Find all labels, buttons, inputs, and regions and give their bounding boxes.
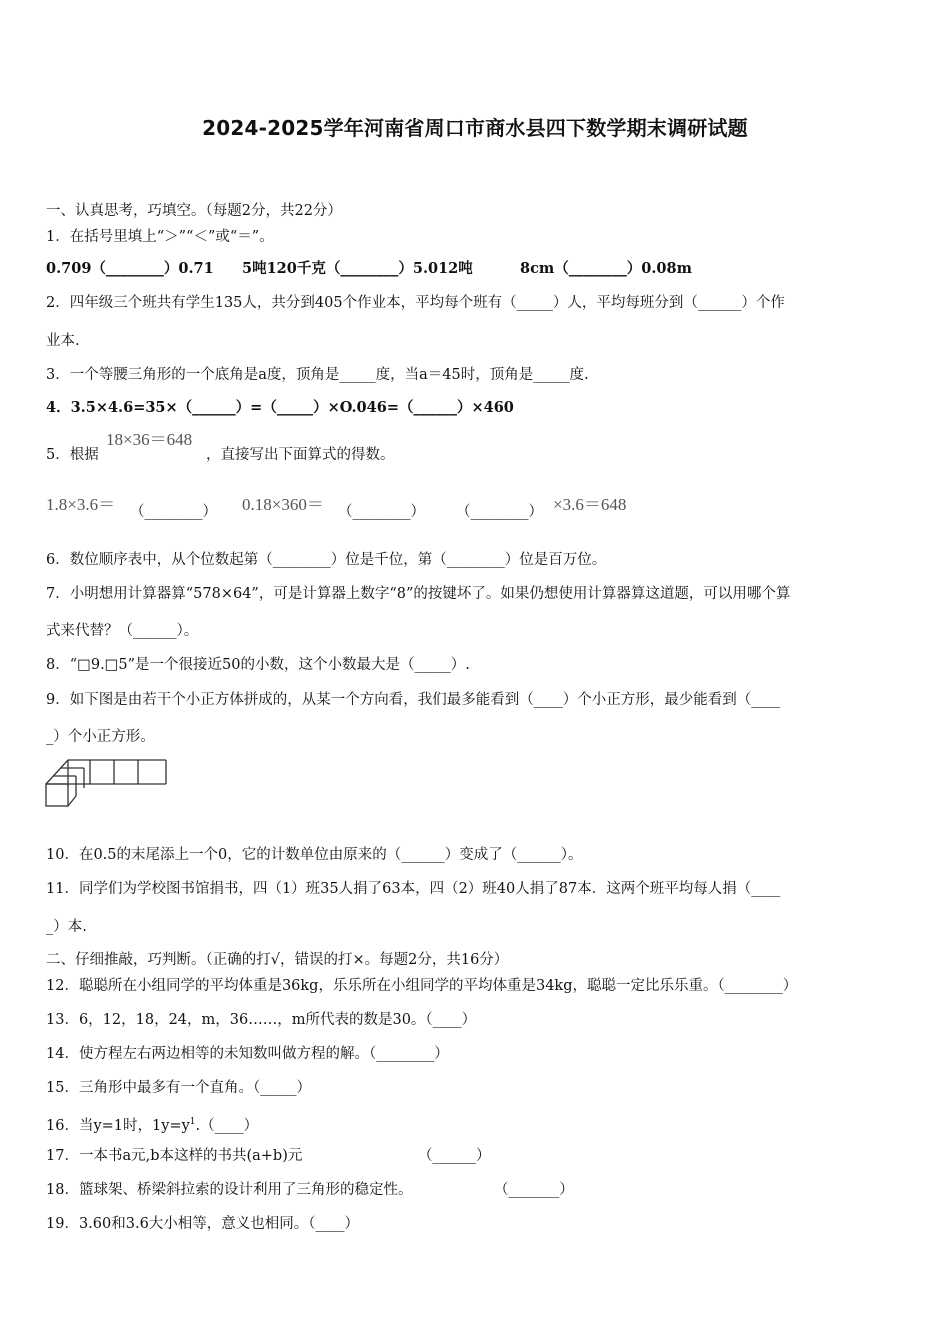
question-1-text: 1．在括号里填上“＞”“＜”或“＝”。 xyxy=(46,229,274,245)
question-17-text: 17．一本书a元,b本这样的书共(a+b)元 xyxy=(46,1148,303,1164)
question-12-text: 12．聪聪所在小组同学的平均体重是36kg，乐乐所在小组同学的平均体重是34kg，聪聪一定比乐乐重。（________） xyxy=(46,978,798,994)
question-3-text: 3．一个等腰三角形的一个底角是a度，顶角是_____度，当a＝45时，顶角是_____度. xyxy=(46,367,589,383)
question-9-line2: _）个小正方形。 xyxy=(46,729,155,745)
question-11-line2: _）本. xyxy=(46,919,87,935)
question-2-line1: 2．四年级三个班共有学生135人，共分到405个作业本，平均每个班有（_____）人，平均每班分到（______）个作 xyxy=(46,295,785,311)
q16-superscript: 1 xyxy=(189,1117,196,1127)
question-5-suffix: ，直接写出下面算式的得数。 xyxy=(206,447,395,463)
question-15-text: 15．三角形中最多有一个直角。（_____） xyxy=(46,1080,311,1096)
section1-heading: 一、认真思考，巧填空。（每题2分，共22分） xyxy=(46,203,342,219)
question-5-prefix: 5．根据 xyxy=(46,447,99,463)
question-19-text: 19．3.60和3.6大小相等，意义也相同。（____） xyxy=(46,1216,360,1232)
question-4-text: 4．3.5×4.6=35×（______）=（_____）×O.046=（______）×460 xyxy=(46,399,514,416)
section2-heading: 二、仔细推敲，巧判断。（正确的打√，错误的打×。每题2分，共16分） xyxy=(46,952,509,968)
question-9-line1: 9．如下图是由若干个小正方体拼成的，从某一个方向看，我们最多能看到（____）个小正方形，最少能看到（____ xyxy=(46,692,781,708)
cubes-figure xyxy=(44,756,170,808)
question-10-text: 10．在0.5的末尾添上一个0，它的计数单位由原来的（______）变成了（______）。 xyxy=(46,847,583,863)
page-title: 2024-2025学年河南省周口市商水县四下数学期末调研试题 xyxy=(202,116,748,140)
question-2-line2: 业本. xyxy=(46,333,80,349)
question-16 xyxy=(46,1112,258,1136)
q5-blank-1: （________） xyxy=(130,504,217,520)
question-18-text: 18．篮球架、桥梁斜拉索的设计利用了三角形的稳定性。 xyxy=(46,1182,413,1198)
question-18-blank: （_______） xyxy=(494,1182,574,1198)
question-14-text: 14．使方程左右两边相等的未知数叫做方程的解。（________） xyxy=(46,1046,449,1062)
question-16-tail: .（____） xyxy=(195,1117,259,1134)
q5-expr-2: 0.18×360＝ xyxy=(242,495,324,514)
question-6-text: 6．数位顺序表中，从个位数起第（________）位是千位，第（________）位是百万位。 xyxy=(46,552,607,568)
question-17-blank: （______） xyxy=(418,1148,491,1164)
question-7-line1: 7．小明想用计算器算“578×64”，可是计算器上数字“8”的按键坏了。如果仍想使用计算器算这道题，可以用哪个算 xyxy=(46,586,791,602)
question-13-text: 13．6，12，18，24，m，36……，m所代表的数是30。（____） xyxy=(46,1012,477,1028)
q1-part-c: 8cm（________）0.08m xyxy=(520,260,692,277)
q1-part-b: 5吨120千克（________）5.012吨 xyxy=(242,260,473,277)
q5-blank-2: （________） xyxy=(338,504,425,520)
question-8-text: 8．“□9.□5”是一个很接近50的小数，这个小数最大是（_____）. xyxy=(46,657,470,673)
question-11-line1: 11．同学们为学校图书馆捐书，四（1）班35人捐了63本，四（2）班40人捐了87本．这两个班平均每人捐（____ xyxy=(46,881,781,897)
q5-expr-1: 1.8×3.6＝ xyxy=(46,495,116,514)
q5-expr-3: ×3.6＝648 xyxy=(553,495,627,514)
question-16-text: 16．当y=1时，1y=y xyxy=(46,1117,190,1134)
q5-given-formula: 18×36＝648 xyxy=(106,430,193,449)
q1-part-a: 0.709（________）0.71 xyxy=(46,260,214,277)
q5-blank-3: （________） xyxy=(456,504,543,520)
question-7-line2: 式来代替？（______）。 xyxy=(46,623,199,639)
